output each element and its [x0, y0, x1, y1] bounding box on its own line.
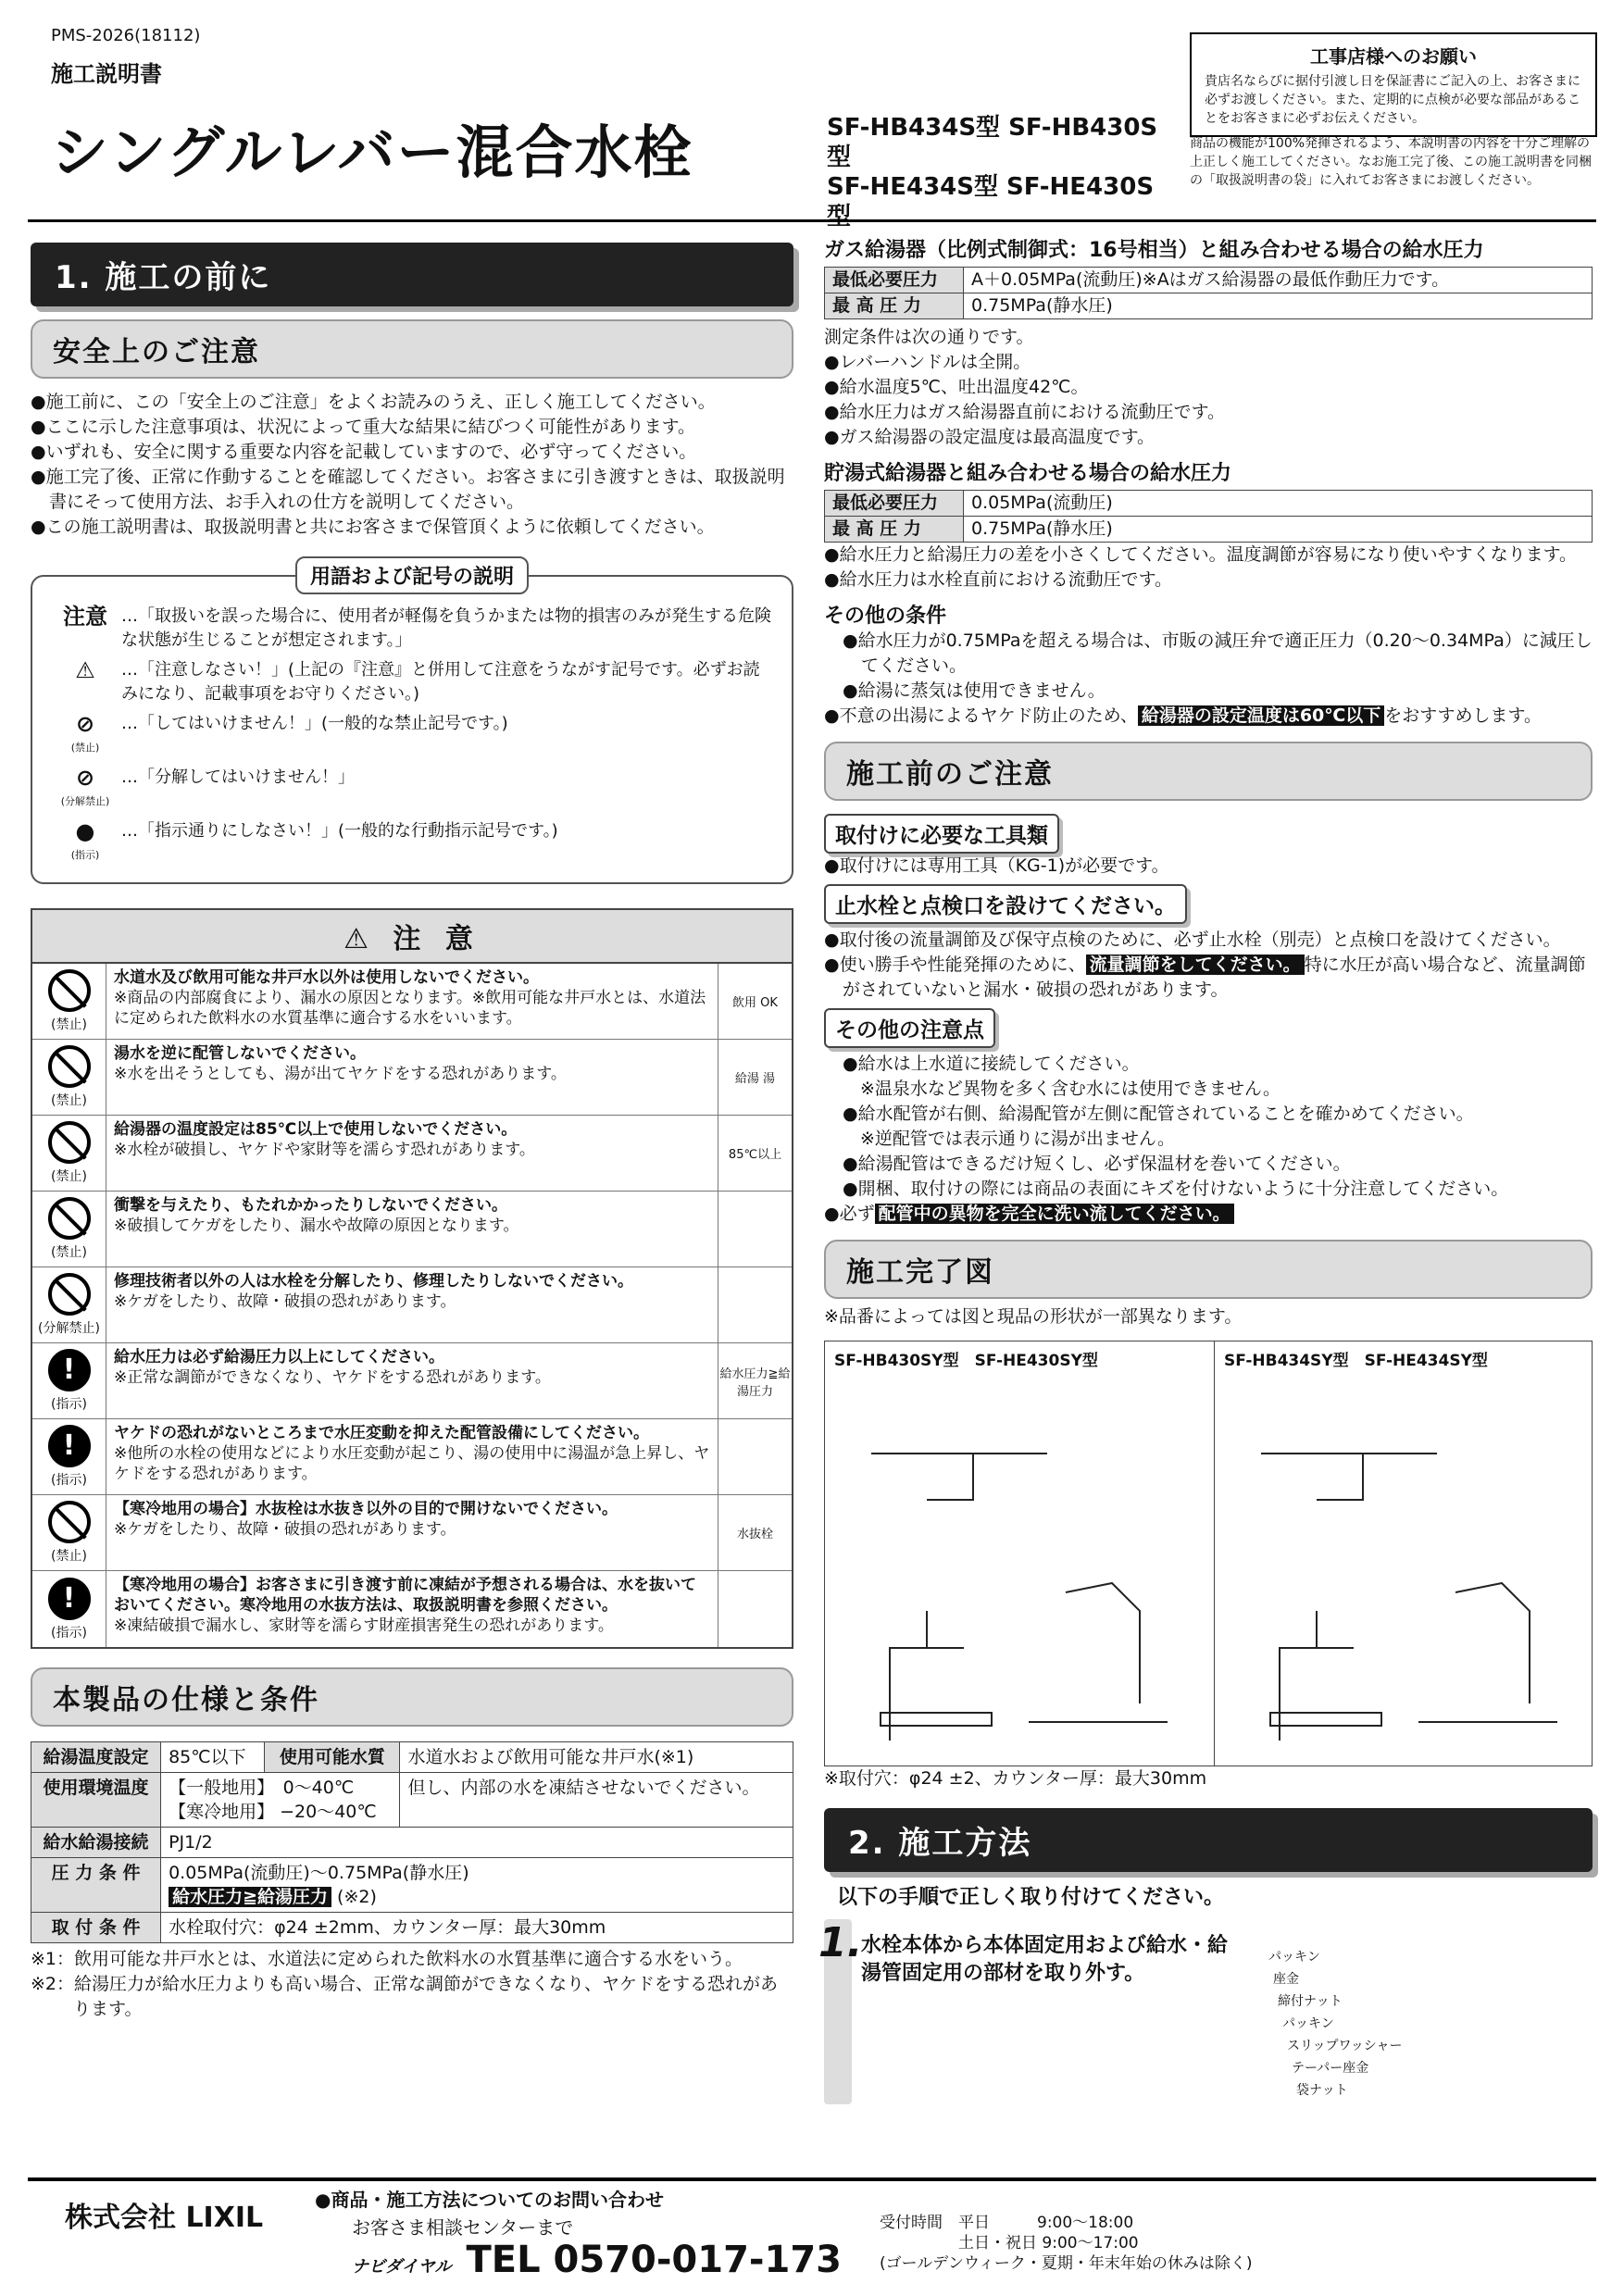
spec-label: 給湯温度設定 [31, 1742, 161, 1773]
caution-icon-label: (指示) [51, 1397, 87, 1412]
symbol-row [49, 658, 775, 706]
caution-icon-cell [32, 1419, 106, 1494]
figure-434-title: SF-HB434SY型 SF-HE434SY型 [1224, 1352, 1488, 1370]
safety-bullets [31, 390, 793, 540]
other-point: ●給水配管が右側、給湯配管が左側に配管されていることを確かめてください。 [843, 1104, 1474, 1124]
navi-dial: ナビダイヤル [352, 2257, 452, 2277]
spec-value [161, 1858, 793, 1913]
spec-label: 使用可能水質 [265, 1742, 400, 1773]
symbol-glyph: ⊘ [75, 765, 95, 791]
caution-title-text: 衝撃を与えたり、もたれかかったりしないでください。 [114, 1196, 507, 1215]
hours-weekday: 受付時間 平日 9:00〜18:00 [880, 2214, 1134, 2232]
min-pressure-value: A＋0.05MPa(流動圧)※Aはガス給湯器の最低作動圧力です。 [964, 268, 1593, 293]
caution-text [106, 1419, 718, 1494]
prohibition-icon [48, 1197, 91, 1240]
spec-value [161, 1773, 400, 1828]
max-pressure-value: 0.75MPa(静水圧) [964, 517, 1593, 543]
caution-illustration: 85℃以上 [718, 1116, 792, 1191]
caution-row [32, 1040, 792, 1116]
max-pressure-label: 最 高 圧 力 [825, 293, 964, 319]
note-text: をおすすめします。 [1384, 705, 1542, 726]
notice-body: 貴店名ならびに据付引渡し日を保証書にご記入の上、お客さまに必ずお渡しください。また、定期的に点検が必要な部品があることをお客さまに必ずお伝えください。 [1205, 74, 1580, 126]
caution-text [106, 1571, 718, 1647]
method-intro: 以下の手順で正しく取り付けてください。 [837, 1886, 1225, 1909]
symbol-glyph: ● [75, 818, 95, 844]
instruction-icon: ! [48, 1578, 91, 1620]
section-heading-before-install: 1. 施工の前に [31, 243, 793, 306]
caution-icon-label: (禁止) [51, 1093, 87, 1108]
pressure-condition [169, 1885, 785, 1909]
spec-table [31, 1741, 793, 1943]
gas-note: ●ガス給湯器の設定温度は最高温度です。 [824, 427, 1156, 447]
flush-highlight: 配管中の異物を完全に洗い流してください。 [875, 1204, 1234, 1224]
prohibition-icon [48, 1121, 91, 1164]
min-pressure-label: 最低必要圧力 [825, 491, 964, 517]
caution-row [32, 964, 792, 1040]
symbol-label: (禁止) [70, 742, 100, 754]
other-points-heading: その他の注意点 [824, 1008, 995, 1048]
hours-weekend: 土日・祝日 9:00〜17:00 [880, 2234, 1139, 2252]
flow-highlight: 流量調節をしてください。 [1086, 955, 1305, 975]
step-1 [818, 1919, 1593, 2104]
part-label: スリップワッシャー [1287, 2039, 1403, 2053]
page-title: シングルレバー混合水栓 [51, 119, 693, 186]
notice-title: 工事店様へのお願い [1310, 45, 1477, 68]
tank-notes [824, 543, 1593, 593]
symbol-text: …「取扱いを誤った場合に、使用者が軽傷を負うかまたは物的損害のみが発生する危険な状態が生じることが想定されます。」 [121, 606, 771, 650]
other-note: ●給水圧力が0.75MPaを超える場合は、市販の減圧弁で適正圧力（0.20〜0.34MPa）に減圧してください。 [843, 630, 1593, 676]
tank-pressure-table [824, 490, 1593, 543]
caution-text [106, 1267, 718, 1342]
right-column [818, 227, 1593, 2104]
safety-bullet: ●この施工説明書は、取扱説明書と共にお客さまで保管頂くように依頼してください。 [31, 517, 715, 537]
other-point: ※逆配管では表示通りに湯が出ません。 [843, 1129, 1176, 1149]
caution-title-text: ヤケドの恐れがないところまで水圧変動を抑えた配管設備にしてください。 [114, 1424, 649, 1442]
spec-label: 取 付 条 件 [31, 1913, 161, 1943]
caution-row [32, 1192, 792, 1267]
gas-note: 測定条件は次の通りです。 [824, 327, 1034, 347]
caution-table [31, 908, 793, 1649]
caution-illustration: 給水圧力≧給湯圧力 [718, 1343, 792, 1418]
step-number: 1. [818, 1919, 863, 1966]
caution-sub-text: ※水栓が破損し、ヤケドや家財等を濡らす恐れがあります。 [114, 1141, 535, 1159]
note-text: ●使い勝手や性能発揮のために、 [824, 955, 1086, 975]
phone-number [352, 2239, 842, 2281]
caution-title-text: 水道水及び飲用可能な井戸水以外は使用しないでください。 [114, 968, 539, 987]
symbol-icon [49, 819, 121, 867]
symbol-glyph: ⚠ [75, 657, 95, 683]
symbol-text: …「分解してはいけません！」 [121, 767, 355, 787]
footer-divider [28, 2177, 1596, 2181]
caution-text [106, 1495, 718, 1570]
caution-title-text: 修理技術者以外の人は水栓を分解したり、修理したりしないでください。 [114, 1272, 633, 1291]
tel-text: TEL 0570-017-173 [466, 2239, 843, 2281]
part-label: パッキン [1268, 1950, 1320, 1965]
section-heading-method: 2. 施工方法 [824, 1808, 1593, 1872]
completion-heading: 施工完了図 [824, 1240, 1593, 1299]
temp-highlight: 給湯器の設定温度は60℃以下 [1138, 705, 1384, 726]
caution-title-text: 【寒冷地用の場合】水抜栓は水抜き以外の目的で開けないでください。 [114, 1500, 618, 1518]
symbol-text: …「注意しなさい！」(上記の『注意』と併用して注意をうながす記号です。必ずお読みになり、記載事項をお守りください。) [121, 660, 760, 704]
stop-valve-notes [824, 928, 1593, 1003]
symbol-icon [49, 766, 121, 814]
caution-text [106, 1343, 718, 1418]
part-label: 締付ナット [1278, 1994, 1343, 2009]
instruction-icon: ! [48, 1349, 91, 1391]
caution-title-text: 給水圧力は必ず給湯圧力以上にしてください。 [114, 1348, 444, 1366]
other-conditions-title: その他の条件 [824, 605, 947, 628]
caution-icon-label: (指示) [51, 1473, 87, 1488]
gas-note: ●レバーハンドルは全開。 [824, 352, 1031, 372]
symbol-icon [49, 605, 121, 629]
prohibition-icon [48, 1045, 91, 1088]
caution-illustration: 飲用 OK [718, 964, 792, 1039]
pressure-ref: (※2) [337, 1887, 377, 1907]
caution-illustration [718, 1192, 792, 1267]
other-point: ●給水は上水道に接続してください。 [843, 1054, 1140, 1074]
safety-bullet: ●施工前に、この「安全上のご注意」をよくお読みのうえ、正しく施工してください。 [31, 392, 716, 412]
caution-text [106, 1040, 718, 1115]
tank-note: ●給水圧力は水栓直前における流動圧です。 [824, 569, 1173, 590]
spec-label: 使用環境温度 [31, 1773, 161, 1828]
caution-icon-label: (禁止) [51, 1169, 87, 1184]
note-text: ●必ず [824, 1204, 875, 1224]
gas-pressure-table [824, 267, 1593, 319]
prohibition-icon [48, 1501, 91, 1543]
other-point: ※温泉水など異物を多く含む水には使用できません。 [843, 1079, 1281, 1099]
caution-sub-text: ※ケガをしたり、故障・破損の恐れがあります。 [114, 1520, 456, 1539]
temp-cold: 【寒冷地用】 −20〜40℃ [169, 1802, 377, 1822]
stop-valve-heading: 止水栓と点検口を設けてください。 [824, 884, 1187, 924]
parts-diagram [1231, 1919, 1593, 2104]
header-divider [28, 219, 1596, 222]
caution-icon-label: (指示) [51, 1625, 87, 1641]
instruction-icon: ! [48, 1425, 91, 1467]
spec-value: PJ1/2 [161, 1828, 793, 1858]
other-note: ●給湯に蒸気は使用できません。 [843, 680, 1106, 701]
caution-row [32, 1267, 792, 1343]
safety-bullet: ●施工完了後、正常に作動することを確認してください。お客さまに引き渡すときは、取扱説明書にそって使用方法、お手入れの仕方を説明してください。 [31, 467, 785, 512]
spec-value: 85℃以下 [161, 1742, 265, 1773]
symbol-label: (分解禁止) [60, 795, 110, 807]
caution-sub-text: ※破損してケガをしたり、漏水や故障の原因となります。 [114, 1217, 519, 1235]
safety-bullet: ●いずれも、安全に関する重要な内容を記載していますので、必ず守ってください。 [31, 442, 697, 462]
caution-text [106, 1116, 718, 1191]
caution-title-text: 給湯器の温度設定は85℃以上で使用しないでください。 [114, 1120, 518, 1139]
caution-sub-text: ※商品の内部腐食により、漏水の原因となります。※飲用可能な井戸水とは、水道法に定められた飲料水の水質基準に適合する水をいいます。 [114, 989, 706, 1028]
safety-heading: 安全上のご注意 [31, 319, 793, 379]
spec-note: ※1：飲用可能な井戸水とは、水道法に定められた飲料水の水質基準に適合する水をいう。 [31, 1949, 743, 1969]
caution-icon-label: (分解禁止) [38, 1321, 100, 1336]
symbol-text: …「してはいけません！」(一般的な禁止記号です。) [121, 714, 508, 733]
caution-icon-cell [32, 1571, 106, 1647]
models-line-2: SF-HE434S型 SF-HE430S型 [827, 173, 1155, 231]
faucet-drawing-430 [834, 1370, 1205, 1741]
part-label: パッキン [1282, 2016, 1334, 2031]
caution-title-text: 【寒冷地用の場合】お客さまに引き渡す前に凍結が予想される場合は、水を抜いておいてください。寒冷地用の水抜方法は、取扱説明書を参照ください。 [114, 1576, 696, 1615]
caution-sub-text: ※他所の水栓の使用などにより水圧変動が起こり、湯の使用中に湯温が急上昇し、ヤケドをする恐れがあります。 [114, 1444, 710, 1483]
doc-code: PMS-2026(18112) [51, 26, 201, 45]
gas-note: ●給水圧力はガス給湯器直前における流動圧です。 [824, 402, 1226, 422]
flush-note [824, 1202, 1593, 1227]
note-text: 特に水圧が高い場合など、流量調節がされていないと漏水・破損の恐れがあります。 [843, 955, 1586, 1000]
gas-heater-title: ガス給湯器（比例式制御式：16号相当）と組み合わせる場合の給水圧力 [824, 239, 1484, 262]
hours-holiday: (ゴールデンウィーク・夏期・年末年始の休みは除く) [880, 2254, 1253, 2273]
symbol-text: …「指示通りにしなさい！」(一般的な行動指示記号です。) [121, 821, 558, 841]
tank-heater-title: 貯湯式給湯器と組み合わせる場合の給水圧力 [824, 462, 1232, 485]
figure-430 [825, 1341, 1214, 1766]
caution-illustration [718, 1267, 792, 1342]
other-point: ●開梱、取付けの際には商品の表面にキズを付けないように十分注意してください。 [843, 1179, 1509, 1199]
max-pressure-label: 最 高 圧 力 [825, 517, 964, 543]
tools-heading: 取付けに必要な工具類 [824, 814, 1059, 854]
symbol-glyph: ⊘ [75, 711, 95, 737]
caution-illustration [718, 1419, 792, 1494]
inquiry-title: ●商品・施工方法についてのお問い合わせ [315, 2189, 665, 2211]
caution-icon-cell [32, 1192, 106, 1267]
other-points [824, 1052, 1593, 1227]
stop-note-2 [824, 953, 1593, 1003]
symbol-row [49, 819, 775, 867]
caution-icon-cell [32, 964, 106, 1039]
temp-general: 【一般地用】 0〜40℃ [169, 1778, 355, 1798]
spec-value: 水栓取付穴：φ24 ±2mm、カウンター厚：最大30mm [161, 1913, 793, 1943]
tank-note: ●給水圧力と給湯圧力の差を小さくしてください。温度調節が容易になり使いやすくなります。 [824, 544, 1578, 565]
min-pressure-value: 0.05MPa(流動圧) [964, 491, 1593, 517]
company-name: 株式会社 LIXIL [65, 2202, 264, 2234]
part-label: テーパー座金 [1292, 2061, 1369, 2076]
spec-value: 水道水および飲用可能な井戸水(※1) [400, 1742, 793, 1773]
symbol-legend-title: 用語および記号の説明 [295, 556, 529, 594]
caution-icon-cell [32, 1116, 106, 1191]
doc-type: 施工説明書 [51, 61, 162, 87]
step-1-text: 水栓本体から本体固定用および給水・給湯管固定用の部材を取り外す。 [861, 1934, 1229, 1985]
caution-text [106, 1192, 718, 1267]
installer-notice-box [1190, 32, 1597, 137]
caution-sub-text: ※正常な調節ができなくなり、ヤケドをする恐れがあります。 [114, 1368, 551, 1387]
temp-setting-note [824, 704, 1593, 729]
other-conditions [824, 629, 1593, 729]
caution-row [32, 1495, 792, 1571]
caution-icon-label: (禁止) [51, 1549, 87, 1564]
symbol-row [49, 605, 775, 653]
figure-430-title: SF-HB430SY型 SF-HE430SY型 [834, 1352, 1098, 1370]
stop-note-1: ●取付後の流量調節及び保守点検のために、必ず止水栓（別売）と点検口を設けてください。 [824, 930, 1561, 950]
figure-note: ※取付穴：φ24 ±2、カウンター厚：最大30mm [824, 1768, 1207, 1789]
caution-illustration: 給湯 湯 [718, 1040, 792, 1115]
prohibition-icon [48, 969, 91, 1012]
models-line-1: SF-HB434S型 SF-HB430S型 [827, 114, 1158, 171]
part-label: 座金 [1273, 1972, 1299, 1987]
completion-note: ※品番によっては図と現品の形状が一部異なります。 [824, 1306, 1243, 1327]
caution-icon-cell [32, 1267, 106, 1342]
symbol-row [49, 766, 775, 814]
caution-title: ⚠ 注 意 [32, 910, 792, 964]
part-label: 袋ナット [1296, 2083, 1348, 2098]
min-pressure-label: 最低必要圧力 [825, 268, 964, 293]
spec-heading: 本製品の仕様と条件 [31, 1667, 793, 1727]
pressure-range: 0.05MPa(流動圧)〜0.75MPa(静水圧) [169, 1863, 469, 1883]
left-column [31, 243, 793, 2022]
pressure-highlight: 給水圧力≧給湯圧力 [169, 1887, 331, 1907]
symbol-label: (指示) [70, 849, 100, 861]
spec-note: ※2：給湯圧力が給水圧力よりも高い場合、正常な調節ができなくなり、ヤケドをする恐れがあります。 [31, 1974, 779, 2019]
caution-sub-text: ※ケガをしたり、故障・破損の恐れがあります。 [114, 1292, 456, 1311]
caution-icon-label: (禁止) [51, 1017, 87, 1032]
note-text: ●不意の出湯によるヤケド防止のため、 [824, 705, 1138, 726]
caution-sub-text: ※水を出そうとしても、湯が出てヤケドをする恐れがあります。 [114, 1065, 567, 1083]
caution-illustration: 水抜栓 [718, 1495, 792, 1570]
prohibition-icon [48, 1273, 91, 1316]
symbol-glyph: 注意 [63, 604, 107, 630]
safety-bullet: ●ここに示した注意事項は、状況によって重大な結果に結びつく可能性があります。 [31, 417, 696, 437]
caution-text [106, 964, 718, 1039]
symbol-icon [49, 712, 121, 760]
max-pressure-value: 0.75MPa(静水圧) [964, 293, 1593, 319]
caution-sub-text: ※凍結破損で漏水し、家財等を濡らす財産損害発生の恐れがあります。 [114, 1616, 614, 1635]
tools-text: ●取付けには専用工具（KG-1)が必要です。 [824, 855, 1169, 876]
caution-row [32, 1343, 792, 1419]
other-point: ●給湯配管はできるだけ短くし、必ず保温材を巻いてください。 [843, 1154, 1351, 1174]
caution-icon-cell [32, 1495, 106, 1570]
support-center: お客さま相談センターまで [352, 2216, 574, 2239]
notice-extra: 商品の機能が100%発揮されるよう、本説明書の内容を十分ご理解の上正しく施工してください。なお施工完了後、この施工説明書を同梱の「取扱説明書の袋」に入れてお客さまにお渡しください。 [1190, 136, 1592, 188]
caution-icon-label: (禁止) [51, 1245, 87, 1260]
gas-note: ●給水温度5℃、吐出温度42℃。 [824, 377, 1089, 397]
caution-icon-cell [32, 1343, 106, 1418]
step-bar [818, 1919, 863, 2104]
caution-row [32, 1116, 792, 1192]
spec-value: 但し、内部の水を凍結させないでください。 [400, 1773, 793, 1828]
model-list [827, 113, 1160, 231]
symbol-icon [49, 658, 121, 682]
caution-row [32, 1419, 792, 1495]
caution-icon-cell [32, 1040, 106, 1115]
caution-illustration [718, 1571, 792, 1647]
figure-434 [1214, 1341, 1604, 1766]
gas-notes [824, 325, 1593, 450]
caution-row [32, 1571, 792, 1647]
symbol-legend [31, 566, 793, 884]
symbol-row [49, 712, 775, 760]
faucet-drawing-434 [1224, 1370, 1594, 1741]
spec-label: 給水給湯接続 [31, 1828, 161, 1858]
spec-notes [31, 1947, 793, 2022]
business-hours [880, 2213, 1253, 2274]
completion-figure [824, 1341, 1593, 1766]
spec-label: 圧 力 条 件 [31, 1858, 161, 1913]
caution-title-text: 湯水を逆に配管しないでください。 [114, 1044, 366, 1063]
pre-install-heading: 施工前のご注意 [824, 742, 1593, 801]
